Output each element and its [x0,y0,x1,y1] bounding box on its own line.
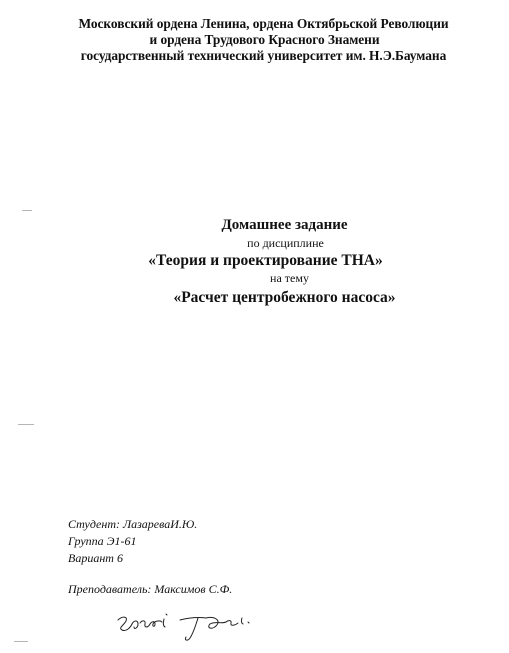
teacher-name: Преподаватель: Максимов С.Ф. [68,582,233,596]
handwritten-signature-icon [110,606,310,646]
discipline-intro: по дисциплине [247,236,324,250]
work-type-title: Домашнее задание [221,217,348,233]
group-number: Группа Э1-61 [68,534,137,548]
university-header [0,16,509,64]
scan-speck [22,210,32,211]
header-line-2: и ордена Трудового Красного Знамени [149,32,380,47]
scan-speck [14,641,28,642]
student-info [68,516,232,598]
discipline-title: «Теория и проектирование ТНА» [148,252,383,269]
variant-number: Вариант 6 [68,551,123,565]
spacer [68,567,232,581]
title-block [0,216,509,307]
topic-title: «Расчет центробежного насоса» [173,289,396,306]
header-line-3: государственный технический университет им. Н.Э.Баумана [80,48,447,63]
student-name: Студент: ЛазареваИ.Ю. [68,517,198,531]
scan-speck [18,424,34,425]
topic-intro: на тему [270,271,309,285]
signature-drawing [110,606,310,646]
header-line-1: Московский ордена Ленина, ордена Октябрьской Революции [78,16,449,31]
